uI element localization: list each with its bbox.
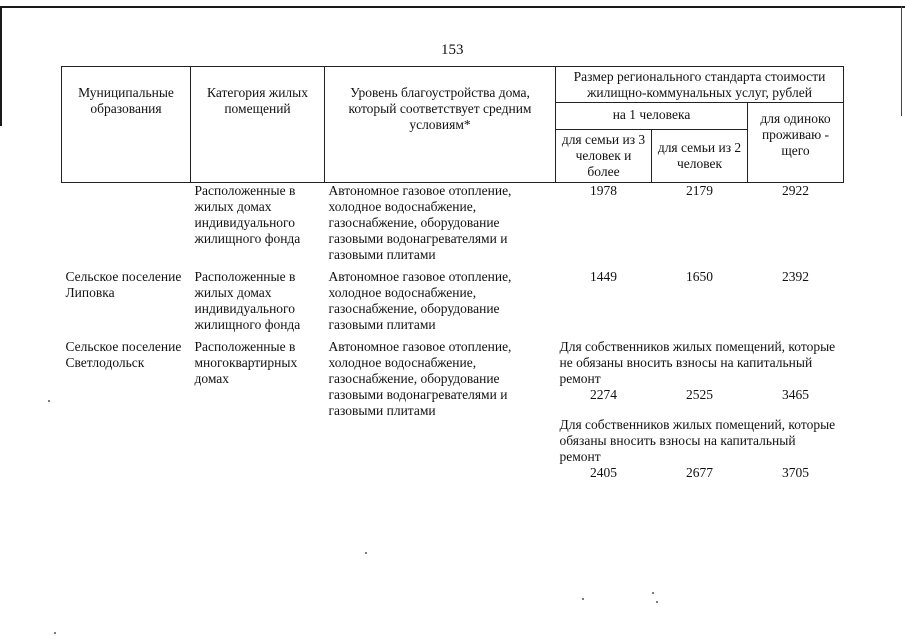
row-municipality — [62, 183, 191, 264]
table-row — [62, 263, 844, 333]
row-family3: 2405 — [590, 465, 617, 480]
row-level: Автономное газовое отопление, холодное водоснабжение, газоснабжение, оборудование газовыми плитами — [328, 269, 512, 332]
housing-standard-table — [61, 66, 844, 481]
scan-speck — [652, 592, 654, 594]
page-number: 153 — [441, 42, 464, 58]
row-category: Расположенные в жилых домах индивидуального жилищного фонда — [194, 269, 301, 332]
row-family3: 2274 — [590, 387, 617, 402]
row-family2: 1650 — [686, 269, 713, 284]
row-category: Расположенные в многоквартирных домах — [194, 339, 298, 386]
row-level: Автономное газовое отопление, холодное водоснабжение, газоснабжение, оборудование газовыми водонагревателями и газовыми плитами — [328, 339, 512, 418]
note-capital-repair: Для собственников жилых помещений, которые обязаны вносить взносы на капитальный ремонт — [559, 417, 836, 464]
row-level: Автономное газовое отопление, холодное водоснабжение, газоснабжение, оборудование газовыми водонагревателями и газовыми плитами — [328, 183, 512, 262]
row-category: Расположенные в жилых домах индивидуального жилищного фонда — [194, 183, 301, 246]
row-family2: 2677 — [686, 465, 713, 480]
scan-speck — [365, 552, 367, 554]
row-single: 3465 — [782, 387, 809, 402]
header-family3: для семьи из 3 человек и более — [556, 130, 652, 183]
table-row — [62, 183, 844, 264]
header-per-person: на 1 человека — [556, 103, 748, 130]
row-family2: 2525 — [686, 387, 713, 402]
table-row — [62, 333, 844, 387]
scan-speck — [656, 601, 658, 603]
row-family3: 1978 — [590, 183, 617, 198]
header-level: Уровень благоустройства дома, который соответствует средним условиям* — [325, 67, 556, 183]
row-family2: 2179 — [686, 183, 713, 198]
row-single: 2922 — [782, 183, 809, 198]
row-single: 3705 — [782, 465, 809, 480]
note-no-capital-repair: Для собственников жилых помещений, которые не обязаны вносить взносы на капитальный ремонт — [559, 339, 836, 386]
row-single: 2392 — [782, 269, 809, 284]
header-municipality: Муниципальные образования — [62, 67, 191, 183]
scan-speck — [48, 400, 50, 402]
scan-border-left — [0, 6, 2, 126]
row-family3: 1449 — [590, 269, 617, 284]
header-standard-group: Размер регионального стандарта стоимости жилищно-коммунальных услуг, рублей — [556, 67, 844, 103]
header-single: для одиноко проживаю - щего — [748, 103, 844, 183]
row-municipality: Сельское поселение Липовка — [65, 269, 182, 300]
row-municipality: Сельское поселение Светлодольск — [65, 339, 182, 370]
scan-speck — [582, 598, 584, 600]
header-family2: для семьи из 2 человек — [652, 130, 748, 183]
scan-border-top — [0, 6, 905, 8]
scan-speck — [54, 632, 56, 634]
scan-border-right — [901, 6, 902, 116]
header-category: Категория жилых помещений — [191, 67, 325, 183]
